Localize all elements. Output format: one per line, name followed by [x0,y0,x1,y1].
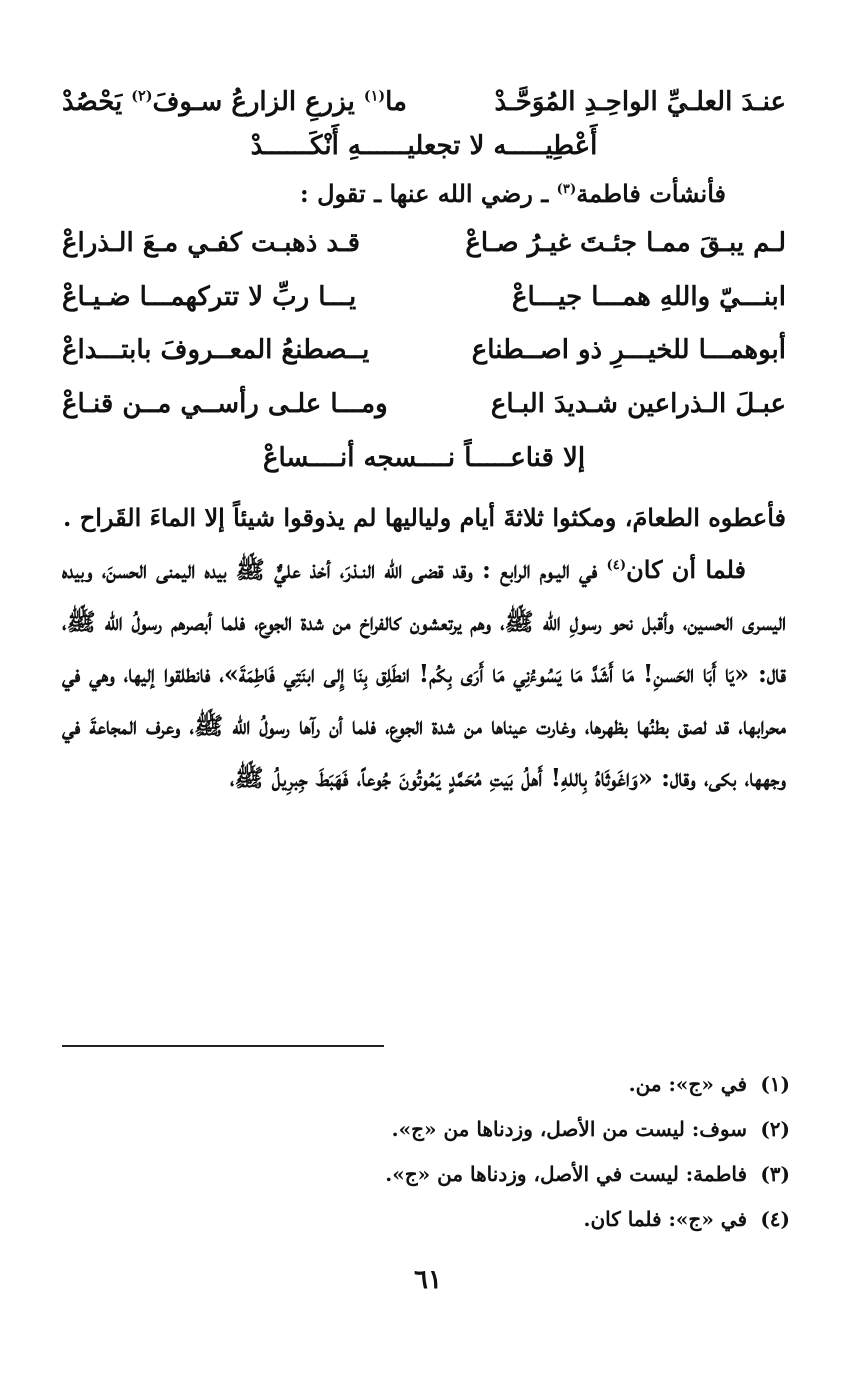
main-text [62,86,786,804]
poem-stanza [62,227,786,476]
hemistich-left: يـــا ربِّ لا تتركهمـــا ضـيـاعْ [62,281,357,312]
paragraph-2-pre: فلما أن كان [626,554,746,584]
hemistich-left-pre: ما [385,87,407,117]
footnote-3 [62,1152,790,1197]
stanza-verse-3 [62,334,786,368]
poem-intro [62,178,786,209]
hemistich-left: يــصطنعُ المعــروفَ بابتـــداعْ [62,335,370,366]
hemistich-right: عبـلَ الـذراعين شـديدَ البـاع [490,389,786,420]
footnote-text: في «ج»: من. [628,1072,748,1096]
hemistich-left: ومـــا علـى رأســي مــن قنـاعْ [62,389,388,420]
footnote-text: في «ج»: فلما كان. [583,1207,748,1231]
hemistich-right: عنـدَ العلـيِّ الواحِـدِ المُوَحَّـدْ [494,87,786,117]
stanza-verse-4 [62,388,786,422]
footnote-number: (٣) [760,1162,790,1186]
hemistich-left [62,86,407,120]
paragraph-2 [62,544,786,804]
footnote-4 [62,1197,790,1242]
footnote-ref-2: (٢) [131,88,153,105]
footnote-number: (٢) [760,1117,790,1141]
poem-intro-post: ـ رضي الله عنها ـ تقول : [299,178,557,208]
stanza-verse-2 [62,281,786,315]
verse-line-2-centered: أَعْطِيـــــه لا تجعليــــــهِ أَنْكَــــــدْ [250,130,598,161]
footnote-number: (١) [760,1072,790,1096]
hemistich-left-mid: يزرعِ الزارعُ سـوفَ [152,87,364,117]
footnote-1 [62,1062,790,1107]
hemistich-right: أبوهمـــا للخيـــرِ ذو اصــطناع [471,335,786,366]
footnote-text: فاطمة: ليست في الأصل، وزدناها من «ج». [385,1162,748,1186]
footnote-text: سوف: ليست من الأصل، وزدناها من «ج». [391,1117,748,1141]
paragraph-1: فأعطوه الطعامَ، ومكثوا ثلاثةَ أيام ولياليها لم يذوقوا شيئاً إلا الماءَ القَراح . [63,502,786,532]
footnote-ref-1: (١) [363,88,386,105]
poem-intro-pre: فأنشأت فاطمة [576,178,726,208]
footnote-number: (٤) [760,1207,790,1231]
footnote-2 [62,1107,790,1152]
footnote-ref-4: (٤) [606,557,627,573]
page-number: ٦١ [414,1265,442,1295]
paragraph-2-body: في اليـوم الرابع : وقد قضى الله النـذرَ، أخذ عليٌّ ﷺ بيده اليمنى الحسنَ، وبيده اليسرى الحسين، وأقبل نحو رسولِ الله ﷺ، وهم يرتعشون كالفراخ من شدة الجوع، فلما أبصرهم رسولُ الله ﷺ، قال: «يَا أَبَا الحَسنِ! مَا أَشَدَّ مَا يَسُوءُنِي مَا أَرَى بِكُم! انطَلِق بِنَا إِلى ابنَتِي فَاطِمَةَ»، فانطلقوا إليها، وهي في محرابها، قد لصق بطنُها بظهرها، وغارت عيناها من شدة الجوع، فلما أن رآها رسولُ الله ﷺ، وعرف المجاعةَ في وجهها، بكى، وقال: «وَاغَوثَاهُ بِاللهِ! أَهلُ بَيتِ مُحَمَّدٍ يَمُوتُونَ جُوعاً، فَهَبَطَ جِبرِيلُ ﷺ، [62,554,787,792]
stanza-verse-1 [62,227,786,261]
hemistich-right: لـم يبـقَ ممـا جئـتَ غيـرُ صـاعْ [465,227,786,258]
footnote-divider [62,1045,384,1047]
footnotes [62,1062,790,1242]
verse-line-1 [62,86,786,120]
hemistich-right: ابنـــيّ واللهِ همـــا جيـــاعْ [512,281,786,312]
hemistich-left-post: يَحْصُدْ [62,87,132,117]
footnote-ref-3: (٣) [556,181,577,197]
stanza-closing-line: إلا قناعـــــاً نــــسجه أنــــساعْ [262,442,586,473]
hemistich-left: قـد ذهبـت كفـي مـعَ الـذراعْ [62,227,361,258]
